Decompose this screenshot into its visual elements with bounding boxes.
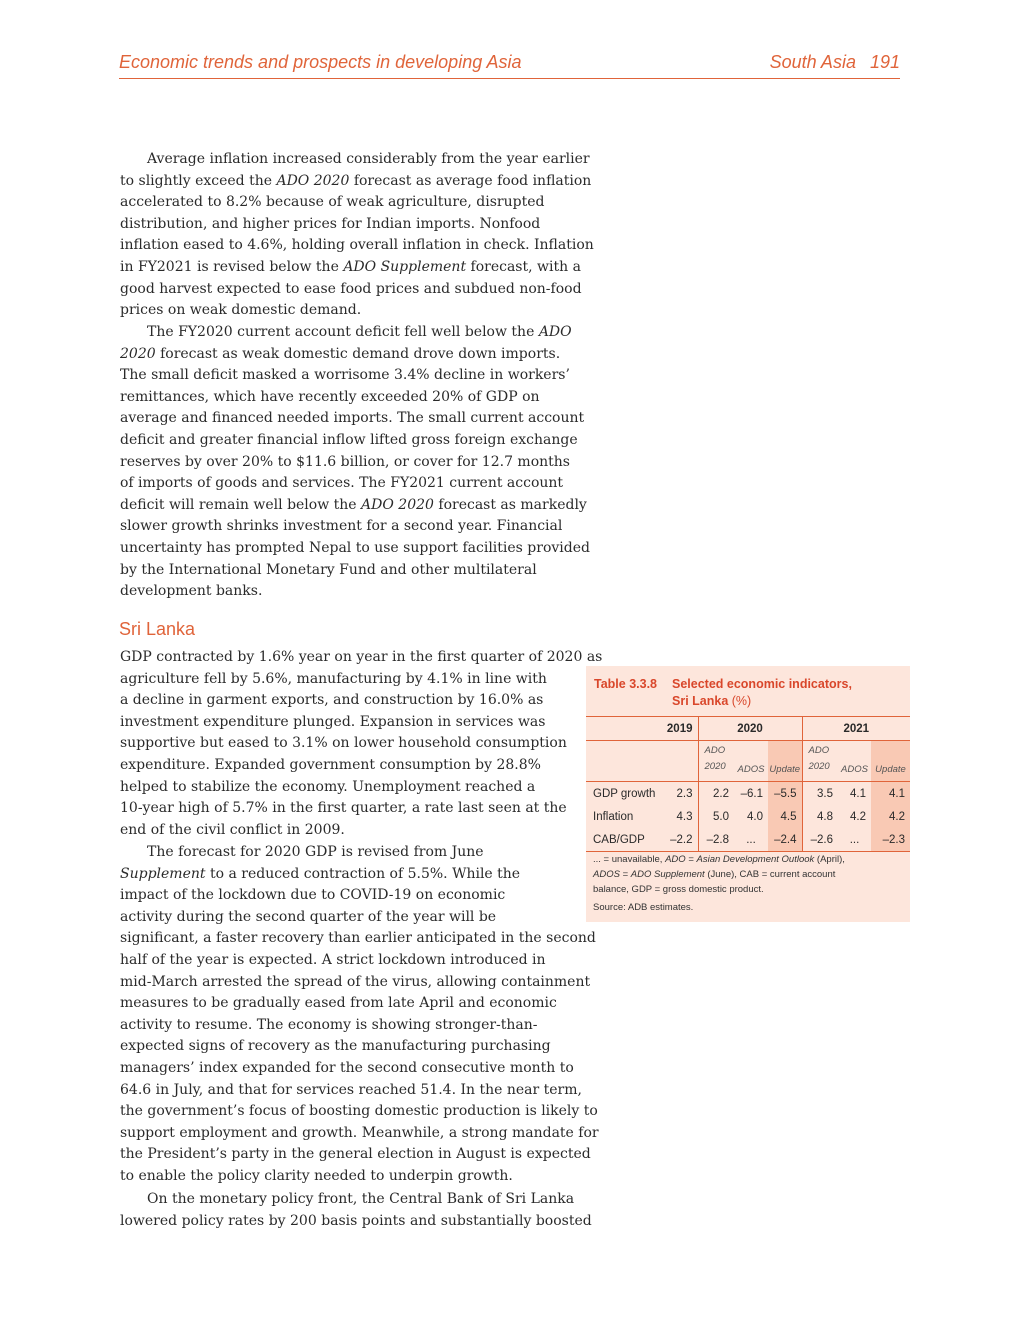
note-run-italic: ADO [665,854,686,865]
text-line: investment expenditure plunged. Expansion in services was [120,713,546,730]
text-line: distribution, and higher prices for Indian imports. Nonfood [120,215,541,232]
text-line: measures to be gradually eased from late April and economic [120,995,557,1012]
header-blank [664,741,698,782]
text-line [120,322,590,344]
text-line [120,171,594,193]
text-line: mid-March arrested the spread of the virus, allowing containment [120,973,591,990]
table-note [593,852,898,897]
cell-ados-2021: ... [838,828,871,852]
text-run: to slightly exceed the [120,172,277,189]
note-run: balance, GDP = gross domestic product. [593,884,764,895]
subhead-ado: ADO [704,745,726,756]
text-line: GDP contracted by 1.6% year on year in the first quarter of 2020 as [120,649,603,665]
indicators-table [586,716,910,852]
table-title-country: Sri Lanka [672,694,729,708]
header-section-name: South Asia [769,52,856,72]
year-2021: 2021 [802,717,910,741]
text-line: impact of the lockdown due to COVID-19 on economic [120,887,506,904]
table-unit: (%) [731,694,752,708]
note-run: (April), [814,854,845,865]
cell-ado-2021: –2.6 [802,828,838,852]
table-title-line1: Selected economic indicators, [672,677,852,691]
cell-ados-2020: ... [734,828,768,852]
text-line: average and financed needed imports. The small current account [120,410,585,427]
text-line: deficit and greater financial inflow lifted gross foreign exchange [120,431,578,448]
cell-ados-2020: 4.0 [747,810,763,823]
text-run: The FY2020 current account deficit fell well below the [147,324,539,340]
header-blank [586,717,664,741]
text-line [120,864,599,886]
table-row [586,828,910,852]
row-label: Inflation [593,810,634,823]
text-line: agriculture fell by 5.6%, manufacturing by 4.1% in line with [120,670,547,687]
cell-ados-2021: 4.2 [850,810,866,823]
text-run-italic: Supplement [120,865,206,882]
text-line: accelerated to 8.2% because of weak agriculture, disrupted [120,194,545,211]
text-line: expected signs of recovery as the manufacturing purchasing [120,1038,551,1055]
text-line: managers’ index expanded for the second consecutive month to [120,1059,574,1076]
text-line: significant, a faster recovery than earlier anticipated in the second [120,930,596,947]
paragraph-current-account [120,322,590,603]
table-title-line2 [594,693,852,710]
header-blank [586,741,664,782]
subhead-ado-year: 2020 [704,761,726,772]
text-line: good harvest expected to ease food prices and subdued non-food [120,280,582,297]
cell-2019: –2.2 [664,828,698,852]
text-run: forecast as average food inflation [349,172,592,189]
cell-update-2021: 4.1 [871,782,910,806]
text-line: activity during the second quarter of the year will be [120,908,497,925]
text-line: helped to stabilize the economy. Unemployment reached a [120,778,536,795]
table-row [586,805,910,828]
note-run-italic: ADO Supplement [630,869,705,880]
page-number: 191 [869,52,900,72]
table-source: Source: ADB estimates. [593,902,694,913]
text-line: slower growth shrinks investment for a second year. Financial [120,518,563,535]
row-label: CAB/GDP [586,828,664,852]
note-run: ... = unavailable, [593,854,666,865]
text-line: inflation eased to 4.6%, holding overall inflation in check. Inflation [120,237,594,254]
cell-update-2020: –2.4 [768,828,802,852]
note-run: (June), CAB = current account [704,869,836,880]
text-line [120,495,590,517]
text-line: to enable the policy clarity needed to underpin growth. [120,1167,513,1184]
text-run: to a reduced contraction of 5.5%. While the [205,865,521,882]
text-line [120,257,594,279]
text-line: the President’s party in the general election in August is expected [120,1146,591,1163]
text-line: prices on weak domestic demand. [120,302,362,319]
cell-2019: 2.3 [676,787,693,800]
text-line: activity to resume. The economy is showing stronger-than- [120,1016,538,1033]
text-run: forecast, with a [466,258,581,275]
subhead-ados-2021: ADOS [838,741,871,782]
text-line: 10-year high of 5.7% in the first quarter, a rate last seen at the [120,800,567,817]
text-line: by the International Monetary Fund and other multilateral [120,561,537,578]
cell-ados-2020: –6.1 [740,787,763,800]
text-run-italic: ADO 2020 [276,172,350,189]
text-run: in FY2021 is revised below the [120,258,344,275]
cell-ado-2021: 3.5 [802,782,838,806]
year-2019: 2019 [664,717,698,741]
table-header-subcolumns [586,741,910,782]
text-line: support employment and growth. Meanwhile, a strong mandate for [120,1124,599,1141]
paragraph-gdp [120,647,602,841]
text-line: The forecast for 2020 GDP is revised from June [147,844,484,860]
text-line: The small deficit masked a worrisome 3.4% decline in workers’ [120,367,570,384]
text-line: of imports of goods and services. The FY2021 current account [120,475,564,492]
note-run-italic: ADOS [593,869,620,880]
text-line: remittances, which have recently exceeded 20% of GDP on [120,388,540,405]
subhead-ado-2020 [698,741,734,782]
subhead-ado-year: 2020 [808,761,830,772]
paragraph-forecast [120,842,599,1188]
running-header [119,52,900,79]
cell-ado-2021: 4.8 [802,805,838,828]
text-run-italic: ADO [538,324,572,340]
cell-update-2020: –5.5 [768,782,802,806]
text-line: half of the year is expected. A strict lockdown introduced in [120,951,546,968]
text-run-italic: 2020 [120,345,156,362]
text-line: 64.6 in July, and that for services reached 51.4. In the near term, [120,1081,582,1098]
paragraph-inflation [120,149,594,322]
section-heading-sri-lanka: Sri Lanka [119,619,196,639]
note-run: = [685,854,697,865]
text-line: development banks. [120,583,263,600]
cell-update-2021: –2.3 [871,828,910,852]
subhead-ados-2020: ADOS [734,741,768,782]
year-2020: 2020 [698,717,802,741]
table-row [586,782,910,806]
text-line: lowered policy rates by 200 basis points and substantially boosted [120,1212,592,1229]
text-run-italic: ADO Supplement [343,258,467,275]
text-line: On the monetary policy front, the Central Bank of Sri Lanka [147,1191,575,1207]
text-run: forecast as markedly [433,496,587,513]
subhead-ado-2021 [802,741,838,782]
subhead-update-2021: Update [871,741,910,782]
text-line: supportive but eased to 3.1% on lower household consumption [120,735,567,752]
text-line [120,344,590,366]
cell-update-2020: 4.5 [768,805,802,828]
cell-ado-2020: 2.2 [698,782,734,806]
text-line: the government’s focus of boosting domestic production is likely to [120,1103,598,1120]
header-title: Economic trends and prospects in developing Asia [119,52,522,72]
header-section [770,52,900,73]
table-header-years [586,717,910,741]
note-run-italic: Asian Development Outlook [696,854,815,865]
text-run: forecast as weak domestic demand drove down imports. [155,345,561,362]
text-line: uncertainty has prompted Nepal to use support facilities provided [120,539,590,556]
text-run-italic: ADO 2020 [361,496,434,513]
text-line: reserves by over 20% to $11.6 billion, or cover for 12.7 months [120,453,570,470]
text-run: deficit will remain well below the [120,496,362,513]
note-run: = [619,869,631,880]
table-title [594,676,852,710]
subhead-ado: ADO [808,745,830,756]
text-line: a decline in garment exports, and construction by 16.0% as [120,692,544,709]
cell-ado-2020: 5.0 [698,805,734,828]
table-number: Table 3.3.8 [594,677,657,691]
cell-ados-2021: 4.1 [850,787,866,800]
text-line: Average inflation increased considerably from the year earlier [147,151,590,167]
subhead-update-2020: Update [768,741,802,782]
row-label: GDP growth [593,787,656,800]
text-line: end of the civil conflict in 2009. [120,821,345,838]
indicators-table-box [586,666,910,922]
cell-update-2021: 4.2 [871,805,910,828]
cell-2019: 4.3 [676,810,693,823]
text-line: expenditure. Expanded government consumption by 28.8% [120,756,541,773]
cell-ado-2020: –2.8 [698,828,734,852]
paragraph-monetary-policy [120,1189,592,1232]
